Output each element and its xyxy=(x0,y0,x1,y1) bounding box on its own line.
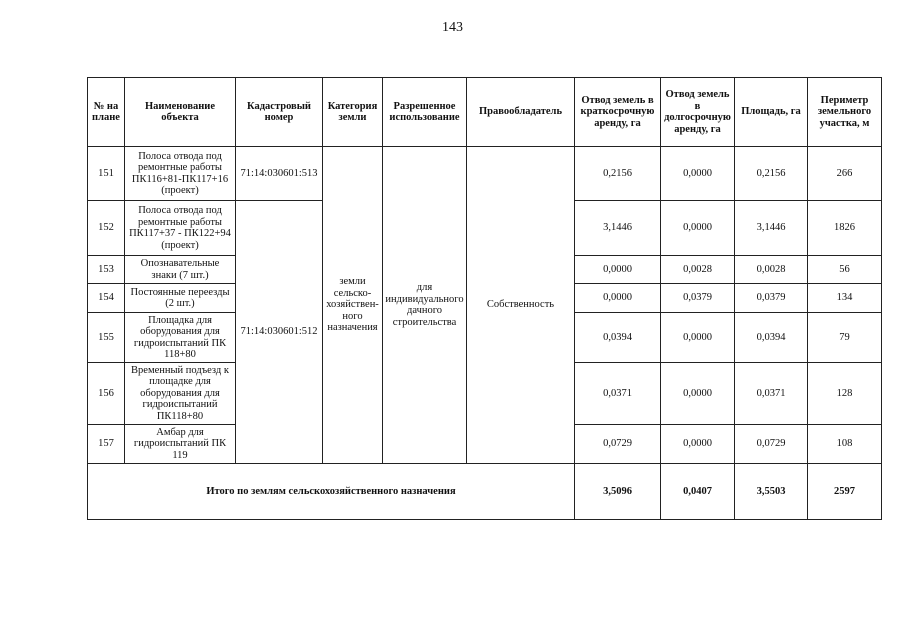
row-number: 156 xyxy=(88,363,125,425)
short-lease-value: 0,0371 xyxy=(575,363,661,425)
header-cell-area: Площадь, га xyxy=(735,78,808,147)
permitted-use: для индивидуального дачного строительства xyxy=(383,147,467,464)
header-cell-perimeter: Периметр земельного участка, м xyxy=(808,78,882,147)
perimeter-value: 56 xyxy=(808,256,882,284)
total-area: 3,5503 xyxy=(735,464,808,520)
row-number: 152 xyxy=(88,201,125,256)
row-number: 153 xyxy=(88,256,125,284)
short-lease-value: 0,0394 xyxy=(575,313,661,363)
long-lease-value: 0,0000 xyxy=(661,363,735,425)
short-lease-value: 0,0000 xyxy=(575,284,661,313)
rights-holder: Собственность xyxy=(467,147,575,464)
header-cell-usage: Разрешенное использование xyxy=(383,78,467,147)
page-number: 143 xyxy=(442,20,463,35)
total-row xyxy=(88,464,882,520)
table-header-row xyxy=(88,78,882,147)
cadastral-number: 71:14:030601:512 xyxy=(236,201,323,464)
total-short-lease: 3,5096 xyxy=(575,464,661,520)
total-perimeter: 2597 xyxy=(808,464,882,520)
header-cell-owner: Правообладатель xyxy=(467,78,575,147)
area-value: 0,0379 xyxy=(735,284,808,313)
table-row xyxy=(88,147,882,201)
long-lease-value: 0,0000 xyxy=(661,201,735,256)
perimeter-value: 134 xyxy=(808,284,882,313)
area-value: 0,0394 xyxy=(735,313,808,363)
total-label: Итого по землям сельскохозяйственного назначения xyxy=(88,464,575,520)
area-value: 0,0028 xyxy=(735,256,808,284)
area-value: 3,1446 xyxy=(735,201,808,256)
header-cell-name: Наименование объекта xyxy=(125,78,236,147)
row-number: 155 xyxy=(88,313,125,363)
header-cell-number: № на плане xyxy=(88,78,125,147)
area-value: 0,2156 xyxy=(735,147,808,201)
long-lease-value: 0,0000 xyxy=(661,425,735,464)
area-value: 0,0371 xyxy=(735,363,808,425)
object-name: Полоса отвода под ремонтные работы ПК116+81-ПК117+16 (проект) xyxy=(125,147,236,201)
perimeter-value: 128 xyxy=(808,363,882,425)
land-category: земли сельско-хозяйствен-ного назначения xyxy=(323,147,383,464)
row-number: 157 xyxy=(88,425,125,464)
long-lease-value: 0,0379 xyxy=(661,284,735,313)
object-name: Опознавательные знаки (7 шт.) xyxy=(125,256,236,284)
perimeter-value: 79 xyxy=(808,313,882,363)
area-value: 0,0729 xyxy=(735,425,808,464)
cadastral-number: 71:14:030601:513 xyxy=(236,147,323,201)
row-number: 151 xyxy=(88,147,125,201)
long-lease-value: 0,0000 xyxy=(661,147,735,201)
object-name: Площадка для оборудования для гидроиспытаний ПК 118+80 xyxy=(125,313,236,363)
header-cell-category: Категория земли xyxy=(323,78,383,147)
short-lease-value: 0,0729 xyxy=(575,425,661,464)
short-lease-value: 3,1446 xyxy=(575,201,661,256)
perimeter-value: 108 xyxy=(808,425,882,464)
object-name: Постоянные переезды (2 шт.) xyxy=(125,284,236,313)
object-name: Полоса отвода под ремонтные работы ПК117+37 - ПК122+94 (проект) xyxy=(125,201,236,256)
perimeter-value: 1826 xyxy=(808,201,882,256)
total-long-lease: 0,0407 xyxy=(661,464,735,520)
header-cell-long-lease: Отвод земель в долгосрочную аренду, га xyxy=(661,78,735,147)
long-lease-value: 0,0028 xyxy=(661,256,735,284)
object-name: Временный подъезд к площадке для оборудования для гидроиспытаний ПК118+80 xyxy=(125,363,236,425)
header-cell-short-lease: Отвод земель в краткосрочную аренду, га xyxy=(575,78,661,147)
long-lease-value: 0,0000 xyxy=(661,313,735,363)
header-cell-cadastral: Кадастровый номер xyxy=(236,78,323,147)
perimeter-value: 266 xyxy=(808,147,882,201)
short-lease-value: 0,2156 xyxy=(575,147,661,201)
object-name: Амбар для гидроиспытаний ПК 119 xyxy=(125,425,236,464)
land-plots-table xyxy=(87,77,882,520)
short-lease-value: 0,0000 xyxy=(575,256,661,284)
row-number: 154 xyxy=(88,284,125,313)
